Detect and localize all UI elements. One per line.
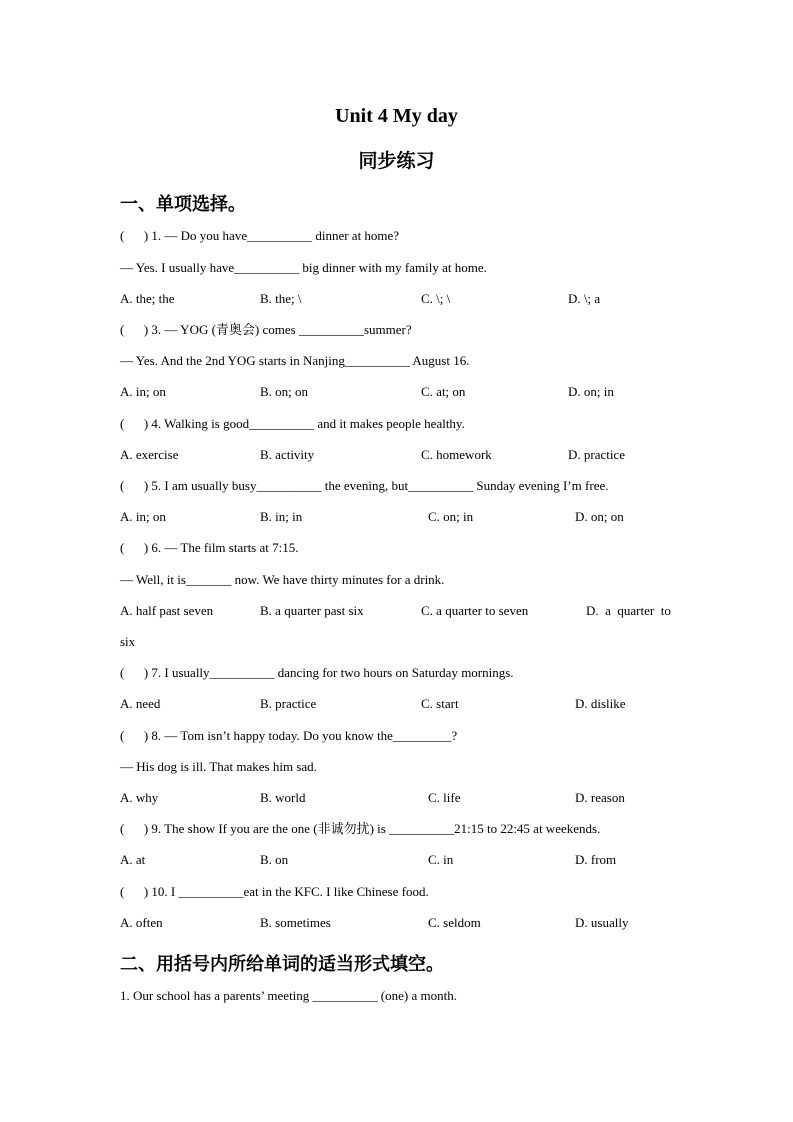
option-d: D. usually [575, 915, 629, 930]
option-c: C. seldom [428, 915, 481, 930]
question-1: ( ) 1. — Do you have__________ dinner at home? [120, 228, 400, 243]
question-8-line2: — His dog is ill. That makes him sad. [120, 759, 317, 774]
option-c: C. a quarter to seven [421, 603, 529, 618]
option-d-wrap: six [120, 634, 136, 649]
option-a: A. need [120, 696, 161, 711]
option-b: B. a quarter past six [260, 603, 364, 618]
option-b: B. sometimes [260, 915, 331, 930]
question-6: ( ) 6. — The film starts at 7:15. [120, 540, 299, 555]
option-a: A. in; on [120, 509, 166, 524]
option-c: C. on; in [428, 509, 474, 524]
option-a: A. why [120, 790, 159, 805]
option-b: B. on; on [260, 384, 309, 399]
question-1-line2: — Yes. I usually have__________ big dinner with my family at home. [120, 260, 487, 275]
option-d: D. on; on [575, 509, 624, 524]
question-9: ( ) 9. The show If you are the one (非诚勿扰) is __________21:15 to 22:45 at weekends. [120, 821, 601, 836]
question-6-line2: — Well, it is_______ now. We have thirty minutes for a drink. [120, 572, 445, 587]
option-a: A. in; on [120, 384, 166, 399]
option-b: B. world [260, 790, 306, 805]
option-d: D. on; in [568, 384, 614, 399]
option-b: B. in; in [260, 509, 303, 524]
option-d: D. reason [575, 790, 625, 805]
option-a: A. at [120, 852, 146, 867]
option-c: C. \; \ [421, 291, 451, 306]
section-heading-2: 二、用括号内所给单词的适当形式填空。 [120, 954, 444, 975]
question-8: ( ) 8. — Tom isn’t happy today. Do you know the_________? [120, 728, 458, 743]
option-b: B. the; \ [260, 291, 302, 306]
option-b: B. practice [260, 696, 317, 711]
question-7: ( ) 7. I usually__________ dancing for two hours on Saturday mornings. [120, 665, 514, 680]
option-a: A. the; the [120, 291, 175, 306]
question-5: ( ) 5. I am usually busy__________ the evening, but__________ Sunday evening I’m free. [120, 478, 609, 493]
section-heading-1: 一、单项选择。 [120, 194, 246, 215]
option-a: A. exercise [120, 447, 179, 462]
option-b: B. activity [260, 447, 315, 462]
question-3-line2: — Yes. And the 2nd YOG starts in Nanjing__________ August 16. [120, 353, 470, 368]
question-3: ( ) 3. — YOG (青奥会) comes __________summer? [120, 322, 412, 337]
question-4: ( ) 4. Walking is good__________ and it makes people healthy. [120, 416, 465, 431]
option-c: C. start [421, 696, 459, 711]
option-a: A. half past seven [120, 603, 214, 618]
option-c: C. life [428, 790, 461, 805]
option-c: C. in [428, 852, 454, 867]
option-d: D. from [575, 852, 617, 867]
question-10: ( ) 10. I __________eat in the KFC. I like Chinese food. [120, 884, 429, 899]
fill-in-question-1: 1. Our school has a parents’ meeting __________ (one) a month. [120, 988, 457, 1003]
option-c: C. homework [421, 447, 492, 462]
option-c: C. at; on [421, 384, 466, 399]
option-d: D. dislike [575, 696, 626, 711]
option-a: A. often [120, 915, 163, 930]
option-d: D. practice [568, 447, 626, 462]
page-subtitle: 同步练习 [358, 150, 435, 172]
option-d: D. \; a [568, 291, 601, 306]
option-b: B. on [260, 852, 289, 867]
option-d: D. a quarter to [586, 603, 671, 618]
page-title: Unit 4 My day [335, 105, 458, 127]
